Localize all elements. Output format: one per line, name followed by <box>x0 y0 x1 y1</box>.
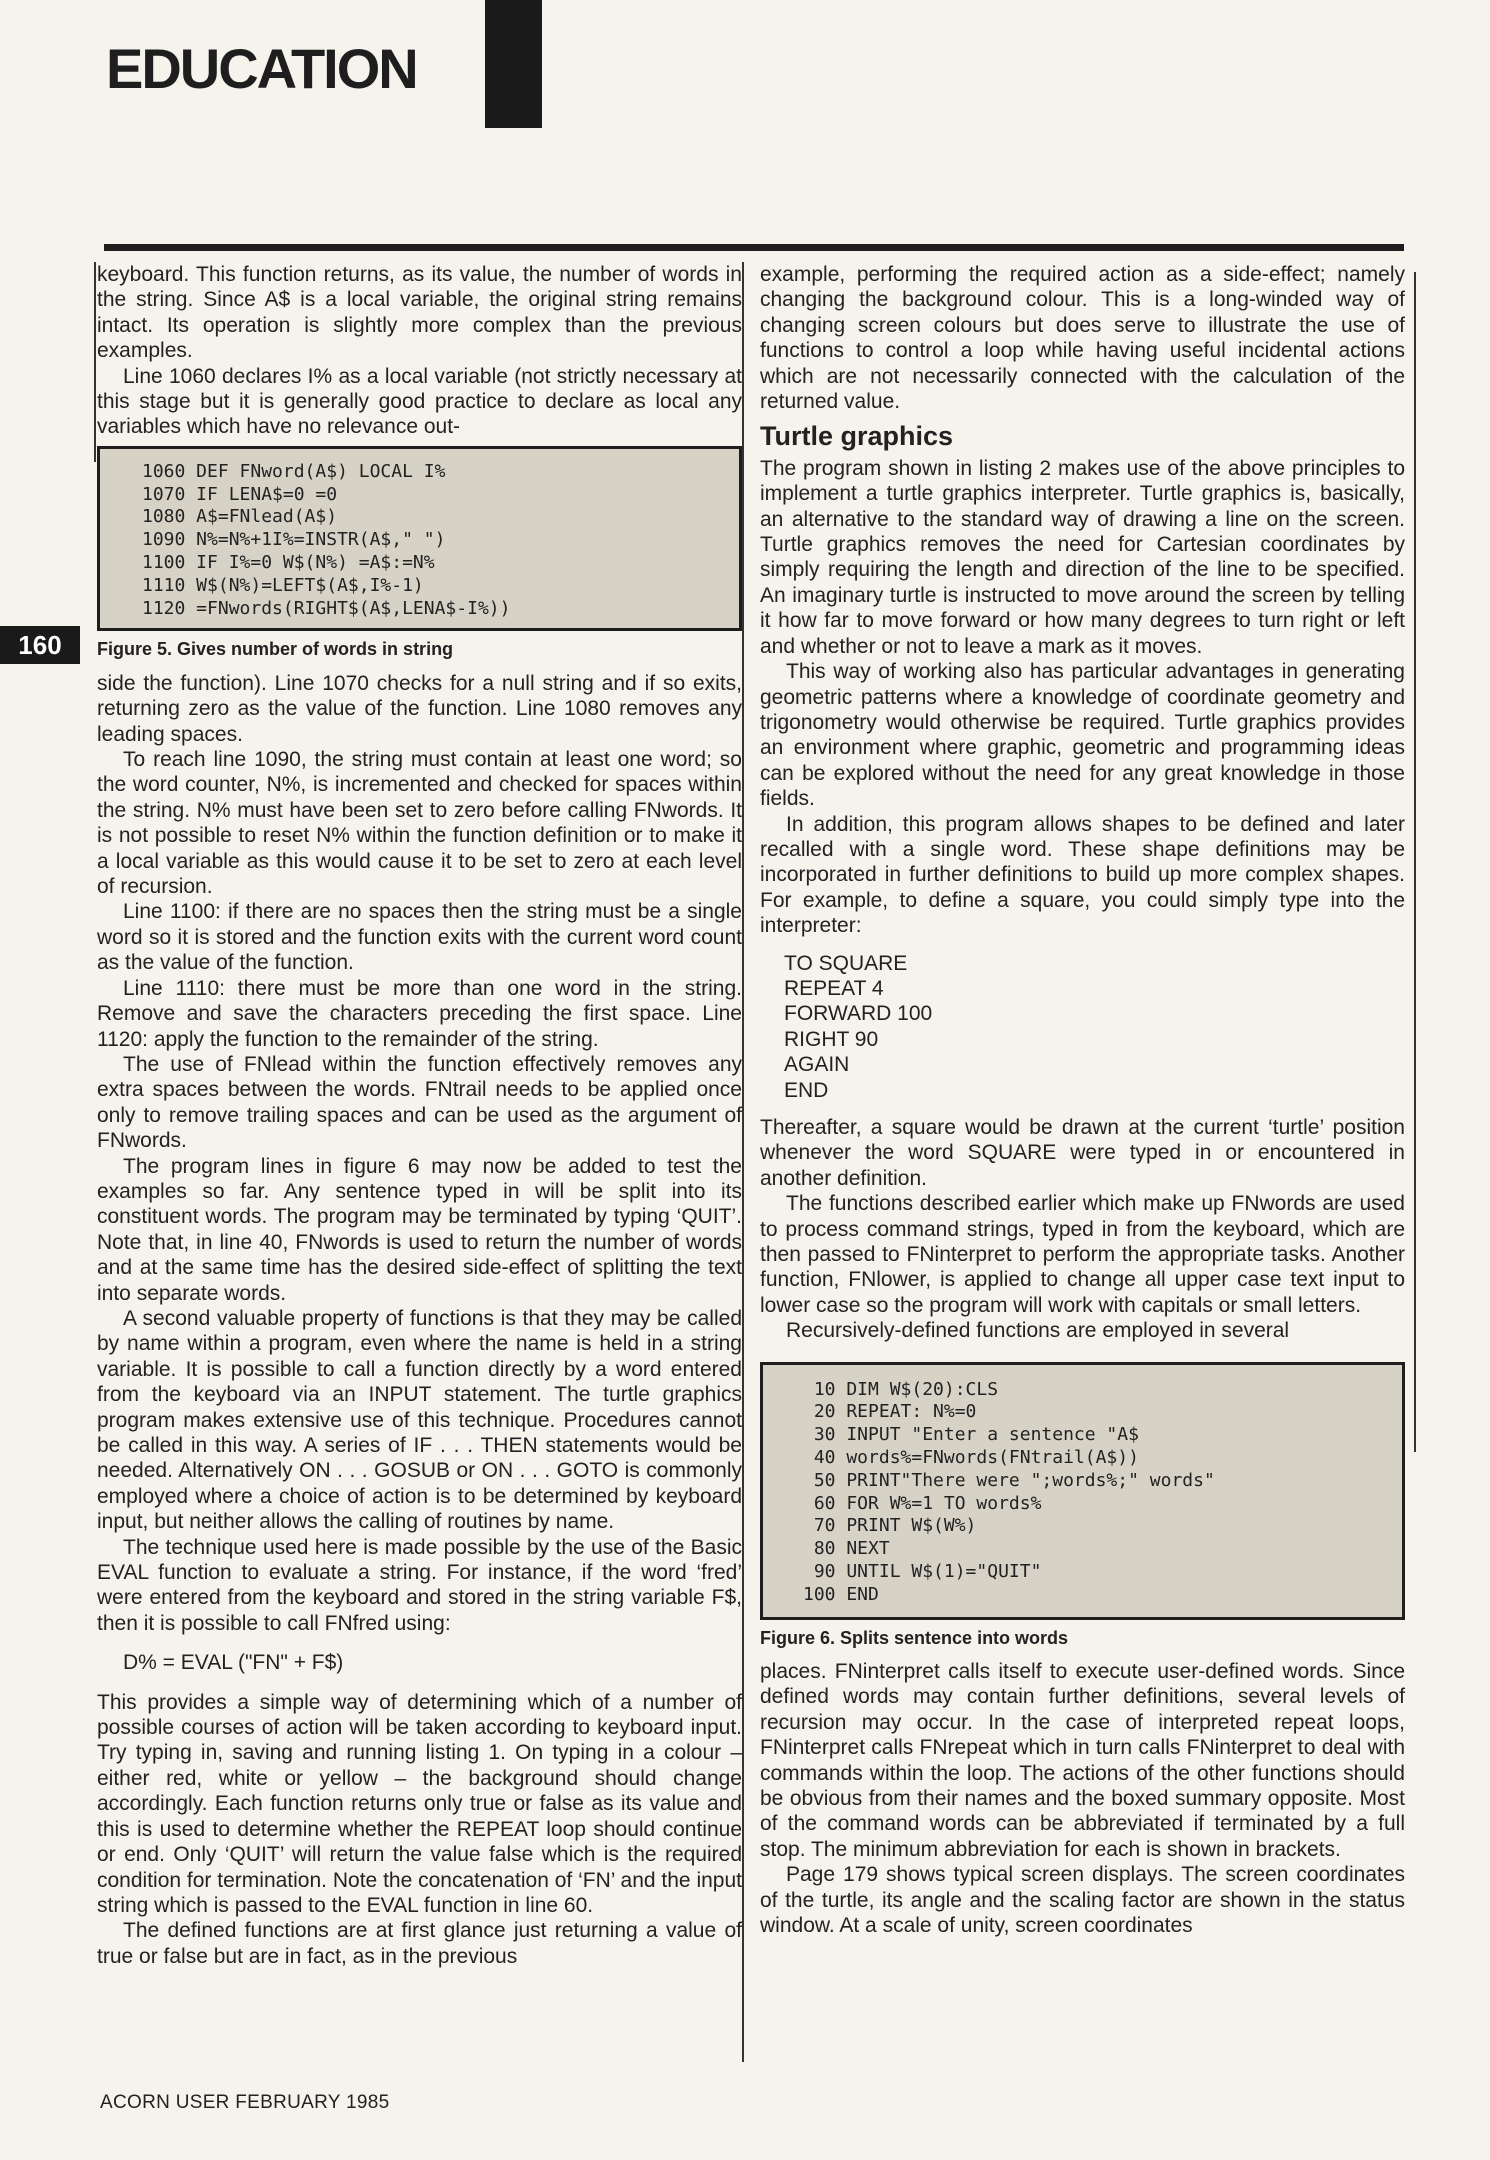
paragraph: places. FNinterpret calls itself to execute user-defined words. Since defined words may contain further definitions, several levels of recursion may occur. In the case of interpreted repeat loops, FNinterpret calls FNrepeat which in turn calls FNinterpret to deal with commands within the loop. The actions of the other functions should be obvious from their names and the boxed summary opposite. Most of the command words can be abbreviated if terminated by a full stop. The minimum abbreviation for each is shown in brackets. <box>760 1660 1405 1861</box>
paragraph: The program shown in listing 2 makes use of the above principles to implement a turtle graphics interpreter. Turtle graphics is, basically, an alternative to the standard way of drawing a line on the screen. Turtle graphics removes the need for Cartesian coordinates by simply requiring the length and direction of the line to be specified. An imaginary turtle is instructed to move around the screen by telling it how far to move forward or how many degrees to turn right or left and whether or not to leave a mark as it moves. <box>760 456 1405 658</box>
page-number: 160 <box>0 626 80 664</box>
header-rule <box>104 244 1404 251</box>
paragraph: This provides a simple way of determining which of a number of possible courses of action will be taken according to keyboard input. Try typing in, saving and running listing 1. On typing in a colour – either red, white or yellow – the background should change accordingly. Each function returns only true or false as its value and this is used to determine whether the REPEAT loop should continue or end. Only ‘QUIT’ will return the value false which is the required condition for termination. Note the concatenation of ‘FN’ and the input string which is passed to the EVAL function in line 60. <box>97 1690 742 1917</box>
section-heading: Turtle graphics <box>760 421 954 452</box>
paragraph: The use of FNlead within the function effectively removes any extra spaces between the words. FNtrail needs to be applied once only to remove trailing spaces and can be used as the argument of FNwords. <box>97 1052 742 1153</box>
turtle-line: END <box>784 1078 829 1102</box>
paragraph: Line 1100: if there are no spaces then the string must be a single word so it is stored and the function exits with the current word count as the value of the function. <box>97 900 742 975</box>
turtle-code-listing <box>784 951 1405 1103</box>
paragraph: Thereafter, a square would be drawn at the current ‘turtle’ position whenever the word SQUARE were typed in or encountered in another definition. <box>760 1116 1405 1190</box>
figure-6-code: 10 DIM W$(20):CLS 20 REPEAT: N%=0 30 INPUT "Enter a sentence "A$ 40 words%=FNwords(FNtrail(A$)) 50 PRINT"There were ";words%;" words" 60 FOR W%=1 TO words% 70 PRINT W$(W%) 80 NEXT 90 UNTIL W$(1)="QUIT" 100 END <box>760 1362 1405 1620</box>
paragraph: keyboard. This function returns, as its value, the number of words in the string. Since A$ is a local variable, the original string remains intact. Its operation is slightly more complex than the previous examples. <box>97 263 742 363</box>
left-column <box>97 262 742 1969</box>
paragraph: To reach line 1090, the string must contain at least one word; so the word counter, N%, is incremented and checked for spaces within the string. N% must have been set to zero before calling FNwords. It is not possible to reset N% within the function definition or to make it a local variable as this would cause it to be set to zero at each level of recursion. <box>97 748 742 899</box>
column-divider-left <box>94 262 96 462</box>
paragraph: Line 1060 declares I% as a local variable (not strictly necessary at this stage but it is generally good practice to declare as local any variables which have no relevance out- <box>97 364 742 439</box>
figure-6-caption: Figure 6. Splits sentence into words <box>760 1627 1069 1648</box>
turtle-line: REPEAT 4 <box>784 976 884 1000</box>
paragraph: Recursively-defined functions are employed in several <box>786 1319 1290 1343</box>
paragraph: side the function). Line 1070 checks for a null string and if so exits, returning zero as the value of the function. Line 1080 removes any leading spaces. <box>97 671 742 746</box>
right-column <box>760 262 1405 1939</box>
paragraph: A second valuable property of functions is that they may be called by name within a program, even where the name is held in a string variable. It is possible to call a function directly by a word entered from the keyboard via an INPUT statement. The turtle graphics program makes extensive use of this technique. Procedures cannot be called in this way. A series of IF . . . THEN statements would be needed. Alternatively ON . . . GOSUB or ON . . . GOTO is commonly employed where a choice of action is to be determined by keyboard input, but neither allows the calling of routines by name. <box>97 1306 742 1534</box>
column-divider-center <box>742 262 744 2062</box>
paragraph: Page 179 shows typical screen displays. The screen coordinates of the turtle, its angle and the scaling factor are shown in the status window. At a scale of unity, screen coordinates <box>760 1863 1405 1938</box>
paragraph: In addition, this program allows shapes to be defined and later recalled with a single word. These shape definitions may be incorporated in further definitions to build up more complex shapes. For example, to define a square, you could simply type into the interpreter: <box>760 812 1405 938</box>
paragraph: The functions described earlier which make up FNwords are used to process command strings, typed in from the keyboard, which are then passed to FNinterpret to perform the appropriate tasks. Another function, FNlower, is applied to change all upper case text input to lower case so the program will work with capitals or small letters. <box>760 1192 1405 1317</box>
section-title: EDUCATION <box>106 37 417 100</box>
paragraph: The defined functions are at first glance just returning a value of true or false but are in fact, as in the previous <box>97 1919 742 1968</box>
turtle-line: FORWARD 100 <box>784 1002 933 1026</box>
turtle-line: AGAIN <box>784 1053 850 1077</box>
eval-formula: D% = EVAL ("FN" + F$) <box>123 1651 344 1675</box>
paragraph: Line 1110: there must be more than one word in the string. Remove and save the characters preceding the first space. Line 1120: apply the function to the remainder of the string. <box>97 976 742 1051</box>
turtle-line: RIGHT 90 <box>784 1027 879 1051</box>
figure-5-caption: Figure 5. Gives number of words in string <box>97 639 454 660</box>
paragraph: The program lines in figure 6 may now be added to test the examples so far. Any sentence typed in will be split into its constituent words. The program may be terminated by typing ‘QUIT’. Note that, in line 40, FNwords is used to return the number of words and at the same time has the desired side-effect of splitting the text into separate words. <box>97 1154 742 1305</box>
paragraph: example, performing the required action as a side-effect; namely changing the background colour. This is a long-winded way of changing screen colours but does serve to illustrate the use of functions to control a loop while having useful incidental actions which are not necessarily connected with the calculation of the returned value. <box>760 263 1405 414</box>
figure-5-code: 1060 DEF FNword(A$) LOCAL I% 1070 IF LENA$=0 =0 1080 A$=FNlead(A$) 1090 N%=N%+1I%=INSTR(A$," ") 1100 IF I%=0 W$(N%) =A$:=N% 1110 W$(N%)=LEFT$(A$,I%-1) 1120 =FNwords(RIGHT$(A$,LENA$-I%)) <box>97 446 742 632</box>
paragraph: This way of working also has particular advantages in generating geometric patterns where a knowledge of coordinate geometry and trigonometry would otherwise be required. Turtle graphics provides an environment where graphic, geometric and programming ideas can be explored without the need for any great knowledge in those fields. <box>760 660 1405 811</box>
column-divider-right <box>1414 272 1416 1452</box>
footer-publication: ACORN USER FEBRUARY 1985 <box>100 2092 390 2113</box>
turtle-line: TO SQUARE <box>784 951 908 975</box>
header-block <box>485 0 542 128</box>
paragraph: The technique used here is made possible by the use of the Basic EVAL function to evaluate a string. For instance, if the word ‘fred’ were entered from the keyboard and stored in the string variable F$, then it is possible to call FNfred using: <box>97 1535 742 1635</box>
